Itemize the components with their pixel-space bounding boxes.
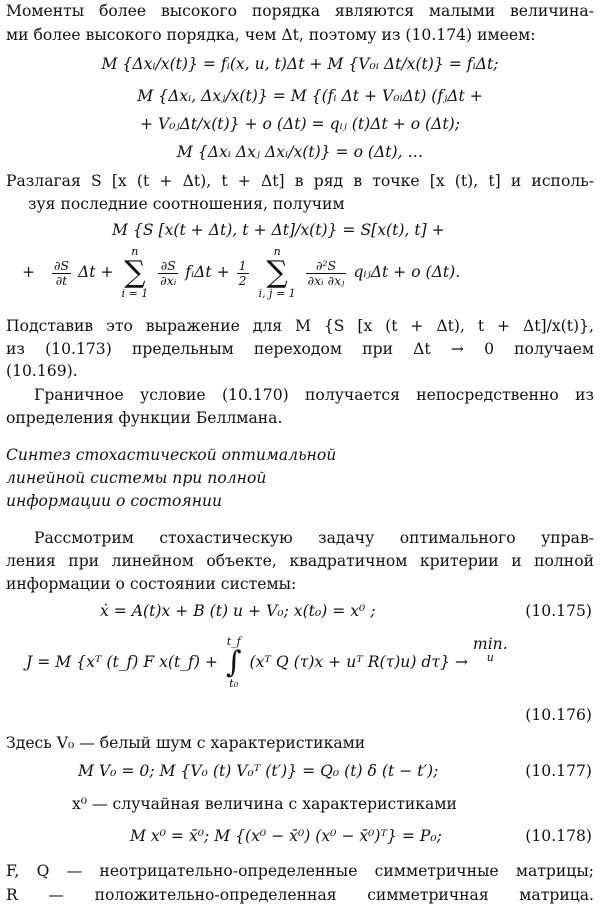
sum-i	[121, 246, 148, 300]
para3-line2: из (10.173) предельным переходом при Δt → 0 получаем	[6, 340, 594, 358]
frac-ds-dxi-den: ∂xᵢ	[160, 272, 177, 288]
eq-10177-number: (10.177)	[525, 762, 592, 780]
section-heading-line1: Синтез стохастической оптимальной	[6, 446, 337, 464]
integral-top: t_f	[226, 635, 241, 648]
eq-10178-number: (10.178)	[525, 827, 592, 845]
frac-half-num: 1	[238, 257, 247, 273]
eq-moments-line1: M {Δxᵢ/x(t)} = fᵢ(x, u, t)Δt + M {V₀ᵢ Δt/x(t)} = fᵢΔt;	[101, 55, 499, 73]
min-operator	[473, 636, 508, 663]
eq-moments-line4: M {Δxᵢ Δxⱼ Δxᵢ/x(t)} = o (Δt), …	[176, 143, 424, 161]
integral	[226, 636, 242, 690]
qij-term: qᵢⱼΔt + o (Δt).	[353, 263, 461, 281]
min-subscript: u	[486, 651, 494, 664]
eq-10178: M x⁰ = x̄⁰; M {(x⁰ − x̄⁰) (x⁰ − x̄⁰)ᵀ} = P₀;	[130, 827, 442, 845]
frac-d2s	[306, 259, 347, 288]
section-heading-line3: информации о состоянии	[6, 492, 223, 510]
eq-10175-number: (10.175)	[525, 602, 592, 620]
eq-10176-lhs: J = M {xᵀ (t_f) F x(t_f) +	[26, 653, 218, 671]
para2-line2: зуя последние соотношения, получим	[28, 195, 345, 213]
frac-ds-dxi-num: ∂S	[158, 259, 178, 274]
sum-i-bottom: i = 1	[121, 287, 149, 300]
footer-line1: F, Q — неотрицательно-определенные симметричные матрицы;	[6, 862, 594, 880]
eq-10176	[26, 636, 596, 690]
para3-line3: (10.169).	[6, 362, 78, 380]
eq-moments-line2: M {Δxᵢ, Δxⱼ/x(t)} = M {(fᵢ Δt + V₀ᵢΔt) (fⱼΔt +	[137, 87, 483, 105]
sigma-symbol-2: ∑	[266, 255, 288, 290]
sum-ij-top: n	[273, 245, 281, 258]
dt-term: Δt +	[77, 263, 114, 281]
para6: Здесь V₀ — белый шум с характеристиками	[6, 734, 366, 752]
eq-moments-line3: + V₀ⱼΔt/x(t)} + o (Δt) = qᵢⱼ (t)Δt + o (Δt);	[139, 115, 460, 133]
sigma-symbol-1: ∑	[124, 255, 146, 290]
sum-ij	[259, 246, 296, 300]
sum-ij-bottom: i, j = 1	[258, 287, 296, 300]
integral-symbol: ∫	[225, 645, 242, 680]
frac-ds-dt-den: ∂t	[55, 272, 68, 288]
para1-line1: Моменты более высокого порядка являются малыми величина-	[6, 2, 594, 20]
frac-ds-dt	[52, 259, 71, 288]
para1-line2: ми более высокого порядка, чем Δt, поэтому из (10.174) имеем:	[6, 26, 536, 44]
footer-line2: R — положительно-определенная симметричная матрица.	[6, 886, 594, 904]
para4-line2: определения функции Беллмана.	[6, 409, 283, 427]
para5-line3: информации о состоянии системы:	[6, 575, 297, 593]
section-heading-line2: линейной системы при полной	[6, 469, 267, 487]
eq-10176-number: (10.176)	[525, 706, 592, 724]
para7: x⁰ — случайная величина с характеристиками	[72, 795, 457, 813]
frac-half-den: 2	[238, 272, 247, 288]
frac-d2s-den: ∂xᵢ ∂xⱼ	[307, 272, 345, 288]
eq-10175: ẋ = A(t)x + B (t) u + V₀; x(t₀) = x⁰ ;	[100, 602, 376, 620]
para4-line1: Граничное условие (10.170) получается непосредственно из	[34, 386, 594, 404]
eq-10177: M V₀ = 0; M {V₀ (t) V₀ᵀ (t′)} = Q₀ (t) δ (t − t′);	[78, 762, 439, 780]
eq-10176-integrand: (xᵀ Q (τ)x + uᵀ R(τ)u) dτ} →	[249, 653, 468, 671]
frac-ds-dt-num: ∂S	[53, 257, 69, 273]
frac-half	[237, 259, 249, 288]
eq-series-plus: +	[22, 263, 36, 281]
para5-line1: Рассмотрим стохастическую задачу оптимального управ-	[34, 529, 594, 547]
sum-i-top: n	[131, 245, 139, 258]
fi-term: fᵢΔt +	[185, 263, 230, 281]
min-label: min.	[472, 635, 508, 653]
frac-ds-dxi	[158, 259, 178, 288]
integral-bottom: t₀	[229, 677, 239, 690]
eq-series-line1: M {S [x(t + Δt), t + Δt]/x(t)} = S[x(t), t] +	[112, 221, 445, 239]
eq-series-line2	[22, 246, 592, 300]
frac-d2s-num: ∂²S	[306, 259, 347, 274]
para2-line1: Разлагая S [x (t + Δt), t + Δt] в ряд в точке [x (t), t] и исполь-	[6, 172, 594, 190]
para5-line2: ления при линейном объекте, квадратичном критерии и полной	[6, 552, 594, 570]
para3-line1: Подставив это выражение для M {S [x (t + Δt), t + Δt]/x(t)},	[6, 317, 594, 335]
